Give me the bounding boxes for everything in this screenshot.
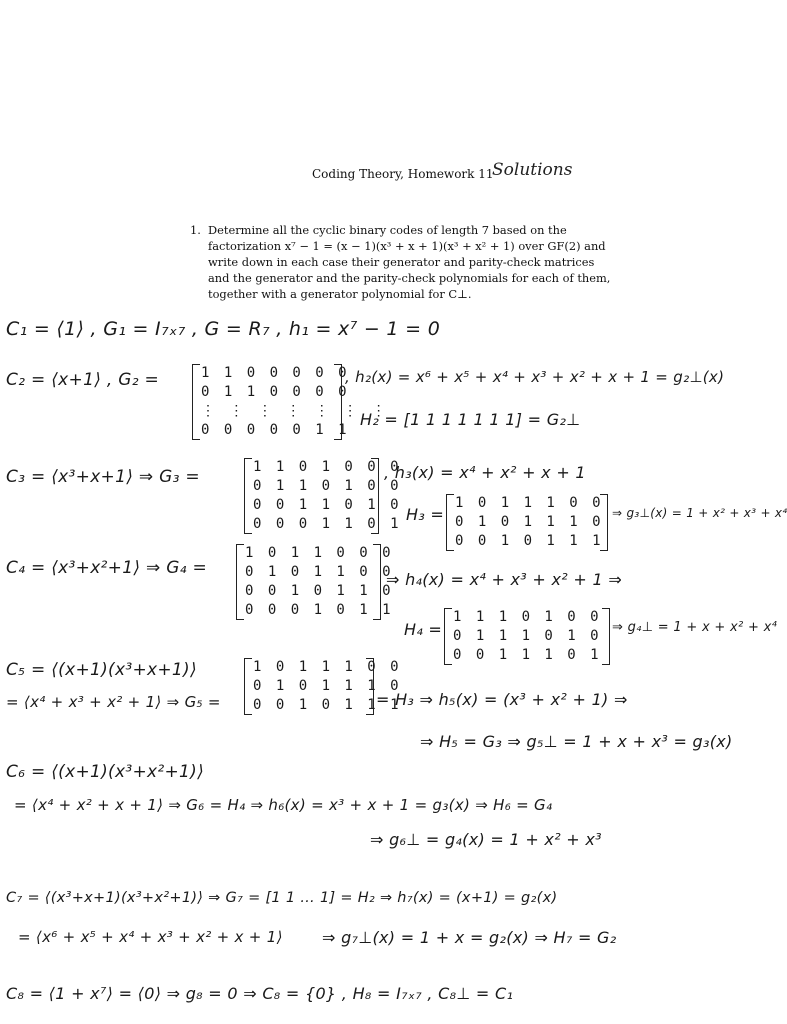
work-c1: C₁ = ⟨1⟩ , G₁ = I₇ₓ₇ , G = R₇ , h₁ = x⁷ − 1 = 0 — [6, 318, 441, 340]
work-c5-a: C₅ = ⟨(x+1)(x³+x+1)⟩ — [6, 660, 197, 680]
problem-text: Determine all the cyclic binary codes of length 7 based on the factorization x⁷ − 1 = (x − 1)(x³ + x + 1)(x³ + x² + 1) over GF(2) and write down in each case their generator and parity-check matrices and the generator and the parity-check polynomials for each of them, together with a generator polynomial for C⊥. — [208, 223, 611, 301]
matrix-row: 0 1 0 1 1 1 0 — [455, 514, 604, 530]
matrix-h3 — [446, 494, 608, 551]
matrix-row: 0 1 1 0 1 0 0 — [253, 478, 402, 494]
matrix-row: 0 0 1 0 1 1 0 — [245, 583, 394, 599]
work-c6-b: = ⟨x⁴ + x² + x + 1⟩ ⇒ G₆ = H₄ ⇒ h₆(x) = x³ + x + 1 = g₃(x) ⇒ H₆ = G₄ — [14, 796, 553, 814]
page-title: Coding Theory, Homework 11 — [312, 167, 494, 181]
matrix-row: 0 1 0 1 1 0 0 — [245, 564, 394, 580]
matrix-row: 0 0 0 0 0 1 1 — [201, 422, 350, 438]
matrix-g4 — [236, 544, 394, 620]
matrix-row: 0 1 1 0 0 0 0 — [201, 384, 350, 400]
work-c7-a: C₇ = ⟨(x³+x+1)(x³+x²+1)⟩ ⇒ G₇ = [1 1 … 1] = H₂ ⇒ h₇(x) = (x+1) = g₂(x) — [6, 890, 558, 906]
work-c3-h: , h₃(x) = x⁴ + x² + x + 1 — [384, 463, 586, 482]
matrix-g2 — [192, 364, 389, 440]
problem-number: 1. — [190, 223, 201, 237]
matrix-row: 1 0 1 1 1 0 0 — [455, 495, 604, 511]
work-c7-b: = ⟨x⁶ + x⁵ + x⁴ + x³ + x² + x + 1⟩ — [18, 928, 283, 946]
work-c2-h: , h₂(x) = x⁶ + x⁵ + x⁴ + x³ + x² + x + 1 = g₂⊥(x) — [345, 368, 725, 386]
work-c7-g: ⇒ g₇⊥(x) = 1 + x = g₂(x) ⇒ H₇ = G₂ — [322, 928, 617, 947]
matrix-row: 0 0 1 1 1 0 1 — [453, 647, 602, 663]
matrix-row: 1 1 0 0 0 0 0 — [201, 365, 350, 381]
work-c3-H-label: H₃ = — [406, 505, 445, 524]
matrix-row: 0 0 0 1 1 0 1 — [253, 516, 402, 532]
matrix-g3 — [244, 458, 402, 534]
matrix-g5 — [244, 658, 402, 715]
work-c5-b: = ⟨x⁴ + x³ + x² + 1⟩ ⇒ G₅ = — [6, 693, 221, 711]
work-c3-g: ⇒ g₃⊥(x) = 1 + x² + x³ + x⁴ — [612, 506, 787, 520]
matrix-row: 0 1 0 1 1 1 0 — [253, 678, 402, 694]
work-c4-H-label: H₄ = — [404, 620, 443, 639]
work-c2: C₂ = ⟨x+1⟩ , G₂ = — [6, 370, 160, 390]
work-c6-a: C₆ = ⟨(x+1)(x³+x²+1)⟩ — [6, 762, 205, 782]
solutions-label: Solutions — [492, 160, 573, 180]
matrix-row: 1 0 1 1 1 0 0 — [253, 659, 402, 675]
work-c3: C₃ = ⟨x³+x+1⟩ ⇒ G₃ = — [6, 467, 200, 487]
matrix-row: 1 1 0 1 0 0 0 — [253, 459, 402, 475]
work-c4-h: ⇒ h₄(x) = x⁴ + x³ + x² + 1 ⇒ — [386, 570, 623, 589]
work-c2-H: H₂ = [1 1 1 1 1 1 1] = G₂⊥ — [360, 410, 581, 429]
matrix-row: 1 0 1 1 0 0 0 — [245, 545, 394, 561]
work-c5-g: ⇒ H₅ = G₃ ⇒ g₅⊥ = 1 + x + x³ = g₃(x) — [420, 732, 733, 751]
work-c8: C₈ = ⟨1 + x⁷⟩ = ⟨0⟩ ⇒ g₈ = 0 ⇒ C₈ = {0} , H₈ = I₇ₓ₇ , C₈⊥ = C₁ — [6, 984, 514, 1003]
page-header — [312, 160, 612, 190]
work-c5-h: = H₃ ⇒ h₅(x) = (x³ + x² + 1) ⇒ — [376, 690, 628, 709]
work-c6-g: ⇒ g₆⊥ = g₄(x) = 1 + x² + x³ — [370, 830, 602, 849]
work-c4: C₄ = ⟨x³+x²+1⟩ ⇒ G₄ = — [6, 558, 208, 578]
matrix-row: 0 0 0 1 0 1 1 — [245, 602, 394, 618]
matrix-row: 0 0 1 0 1 1 1 — [455, 533, 604, 549]
matrix-row: 0 0 1 1 0 1 0 — [253, 497, 402, 513]
work-c4-g: ⇒ g₄⊥ = 1 + x + x² + x⁴ — [612, 620, 778, 635]
matrix-row: 1 1 1 0 1 0 0 — [453, 609, 602, 625]
matrix-row: 0 1 1 1 0 1 0 — [453, 628, 602, 644]
matrix-h4 — [444, 608, 610, 665]
matrix-row: 0 0 1 0 1 1 1 — [253, 697, 402, 713]
matrix-row: ⋮ ⋮ ⋮ ⋮ ⋮ ⋮ ⋮ — [201, 403, 389, 419]
